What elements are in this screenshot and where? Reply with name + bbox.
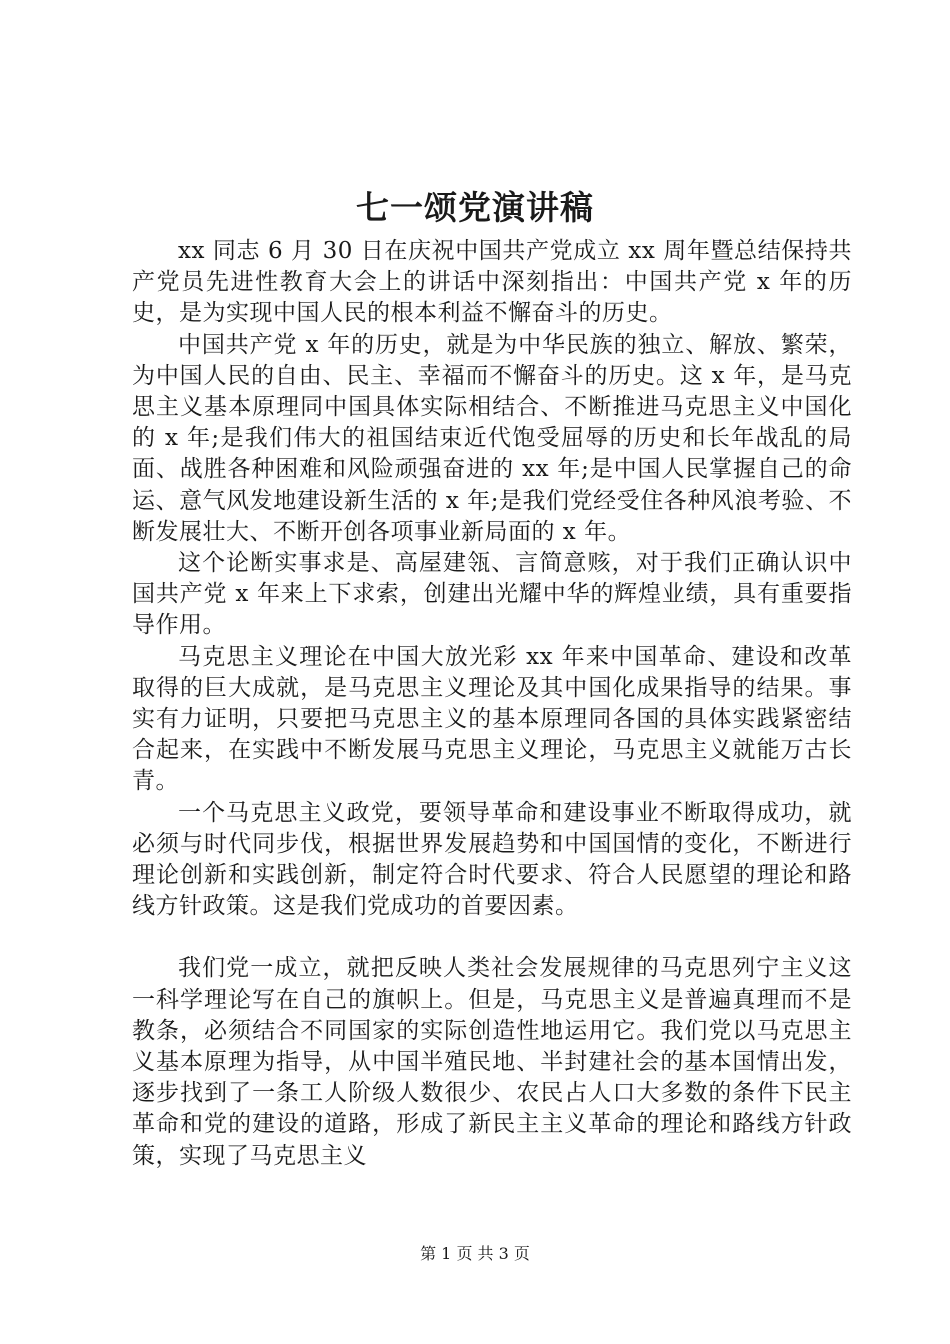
paragraph-6: 我们党一成立，就把反映人类社会发展规律的马克思列宁主义这一科学理论写在自己的旗帜上。但是，马克思主义是普遍真理而不是教条，必须结合不同国家的实际创造性地运用它。我们党以马克思主义基本原理为指导，从中国半殖民地、半封建社会的基本国情出发，逐步找到了一条工人阶级人数很少、农民占人口大多数的条件下民主革命和党的建设的道路，形成了新民主主义革命的理论和路线方针政策，实现了马克思主义: [132, 955, 852, 1169]
paragraph-1: xx 同志 6 月 30 日在庆祝中国共产党成立 xx 周年暨总结保持共产党员先进性教育大会上的讲话中深刻指出：中国共产党 x 年的历史，是为实现中国人民的根本利益不懈奋斗的历史。: [132, 238, 852, 327]
paragraph-3: 这个论断实事求是、高屋建瓴、言简意赅，对于我们正确认识中国共产党 x 年来上下求索，创建出光耀中华的辉煌业绩，具有重要指导作用。: [132, 550, 852, 639]
paragraph-2: 中国共产党 x 年的历史，就是为中华民族的独立、解放、繁荣，为中国人民的自由、民主、幸福而不懈奋斗的历史。这 x 年，是马克思主义基本原理同中国具体实际相结合、不断推进马克思主义中国化的 x 年;是我们伟大的祖国结束近代饱受屈辱的历史和长年战乱的局面、战胜各种困难和风险顽强奋进的 xx 年;是中国人民掌握自己的命运、意气风发地建设新生活的 x 年;是我们党经受住各种风浪考验、不断发展壮大、不断开创各项事业新局面的 x 年。: [132, 331, 852, 545]
page-footer: 第 1 页 共 3 页: [420, 1244, 530, 1263]
paragraph-5: 一个马克思主义政党，要领导革命和建设事业不断取得成功，就必须与时代同步伐，根据世界发展趋势和中国国情的变化，不断进行理论创新和实践创新，制定符合时代要求、符合人民愿望的理论和路线方针政策。这是我们党成功的首要因素。: [132, 799, 852, 920]
paragraph-4: 马克思主义理论在中国大放光彩 xx 年来中国革命、建设和改革取得的巨大成就，是马克思主义理论及其中国化成果指导的结果。事实有力证明，只要把马克思主义的基本原理同各国的具体实践紧密结合起来，在实践中不断发展马克思主义理论，马克思主义就能万古长青。: [132, 643, 852, 795]
document-title: 七一颂党演讲稿: [356, 188, 594, 227]
paragraph-spacer: [132, 922, 852, 953]
document-body: [132, 236, 852, 1172]
